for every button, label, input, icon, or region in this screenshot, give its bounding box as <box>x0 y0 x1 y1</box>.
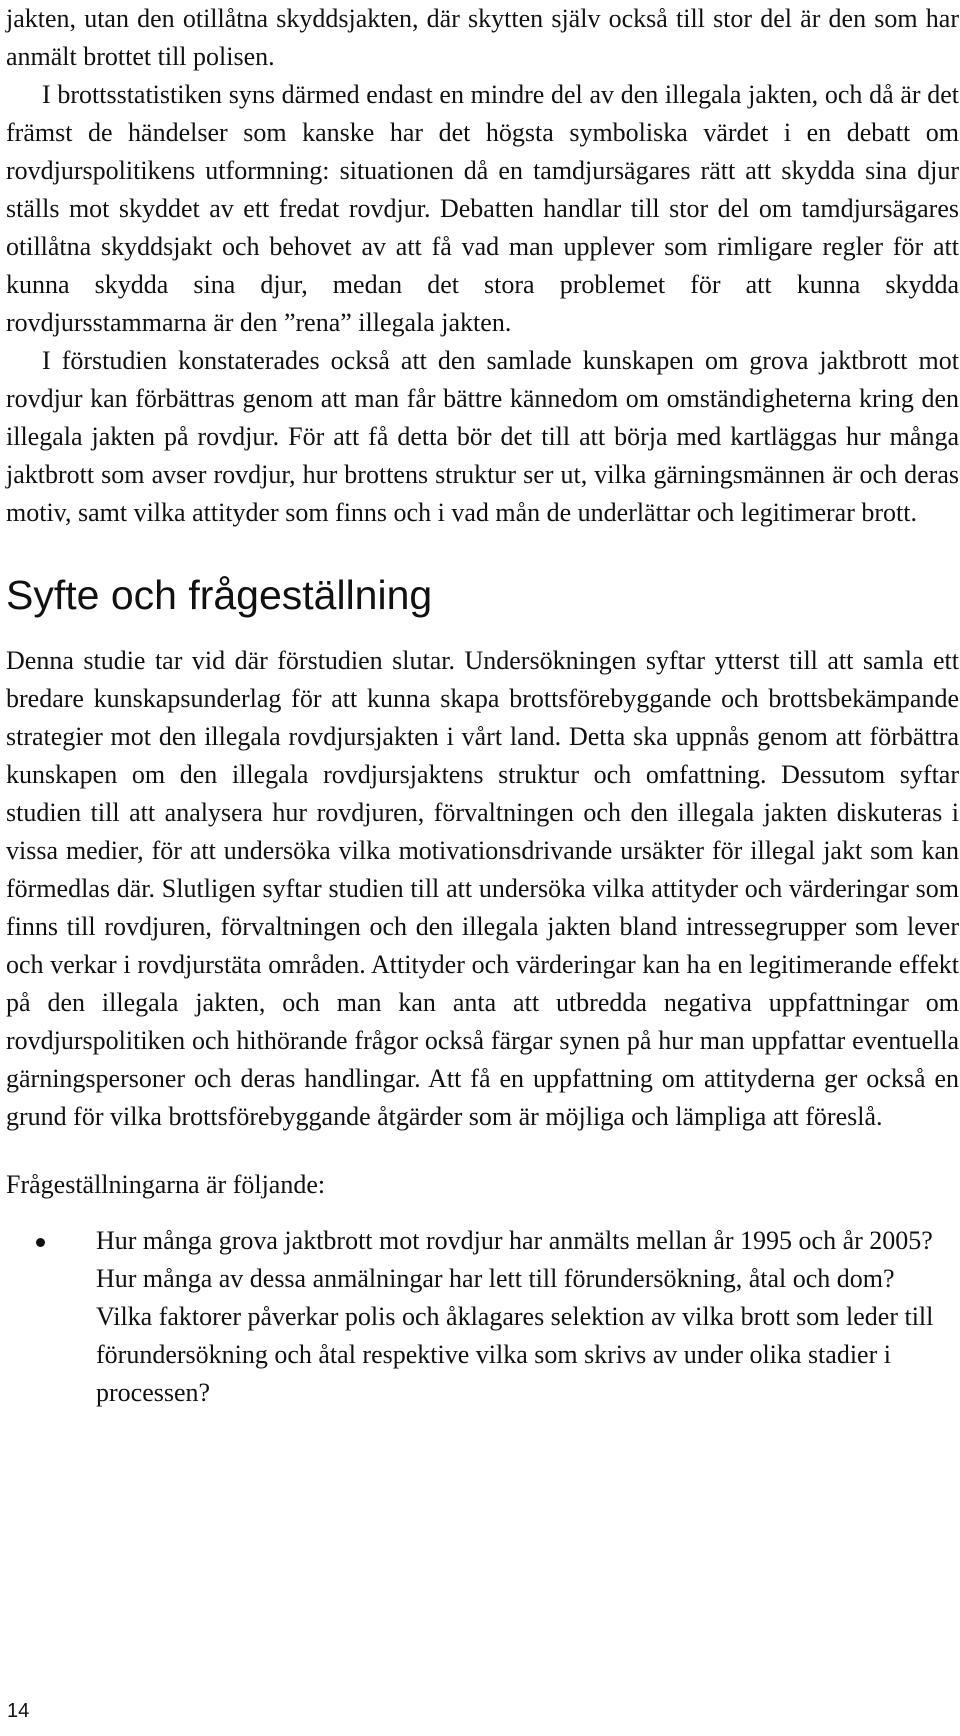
section-paragraph: Denna studie tar vid där förstudien slutar. Undersökningen syftar ytterst till att samla ett bredare kunskapsunderlag för att kunna skapa brottsförebyggande och brottsbekämpande strategier mot den illegala rovdjursjakten i vårt land. Detta ska uppnås genom att förbättra kunskapen om den illegala rovdjursjaktens struktur och omfattning. Dessutom syftar studien till att analysera hur rovdjuren, förvaltningen och den illegala jakten diskuteras i vissa medier, för att undersöka vilka motivationsdrivande ursäkter för illegal jakt som kan förmedlas där. Slutligen syftar studien till att undersöka vilka attityder och värderingar som finns till rovdjuren, förvaltningen och den illegala jakten bland intressegrupper som lever och verkar i rovdjurstäta områden. Attityder och värderingar kan ha en legitimerande effekt på den illegala jakten, och man kan anta att utbredda negativa uppfattningar om rovdjurspolitiken och hithörande frågor också färgar synen på hur man uppfattar eventuella gärningspersoner och deras handlingar. Att få en uppfattning om attityderna ger också en grund för vilka brottsförebyggande åtgärder som är möjliga och lämpliga att föreslå. <box>6 646 959 1131</box>
question-text: Hur många grova jaktbrott mot rovdjur har anmälts mellan år 1995 och år 2005? Hur många av dessa anmälningar har lett till förundersökning, åtal och dom? Vilka faktorer påverkar polis och åklagares selektion av vilka brott som leder till förundersökning och åtal respektive vilka som skrivs av under olika stadier i processen? <box>96 1226 934 1407</box>
document-page <box>6 0 959 1412</box>
questions-intro: Frågeställningarna är följande: <box>6 1170 326 1199</box>
bullet-icon <box>36 1238 45 1247</box>
body-paragraph: jakten, utan den otillåtna skyddsjakten, där skytten själv också till stor del är den som har anmält brottet till polisen. <box>6 4 959 71</box>
page-number: 14 <box>7 1700 30 1722</box>
body-paragraph: I förstudien konstaterades också att den samlade kunskapen om grova jaktbrott mot rovdjur kan förbättras genom att man får bättre kännedom om omständigheterna kring den illegala jakten på rovdjur. För att få detta bör det till att börja med kartläggas hur många jaktbrott som avser rovdjur, hur brottens struktur ser ut, vilka gärningsmännen är och deras motiv, samt vilka attityder som finns och i vad mån de underlättar och legitimerar brott. <box>6 346 959 527</box>
question-list-item <box>6 1222 959 1412</box>
body-paragraph: I brottsstatistiken syns därmed endast en mindre del av den illegala jakten, och då är det främst de händelser som kanske har det högsta symboliska värdet i en debatt om rovdjurspolitikens utformning: situationen då en tamdjursägares rätt att skydda sina djur ställs mot skyddet av ett fredat rovdjur. Debatten handlar till stor del om tamdjursägares otillåtna skyddsjakt och behovet av att få vad man upplever som rimligare regler för att kunna skydda sina djur, medan det stora problemet för att kunna skydda rovdjursstammarna är den ”rena” illegala jakten. <box>6 80 959 337</box>
question-list <box>6 1222 959 1412</box>
section-heading: Syfte och frågeställning <box>6 572 433 618</box>
